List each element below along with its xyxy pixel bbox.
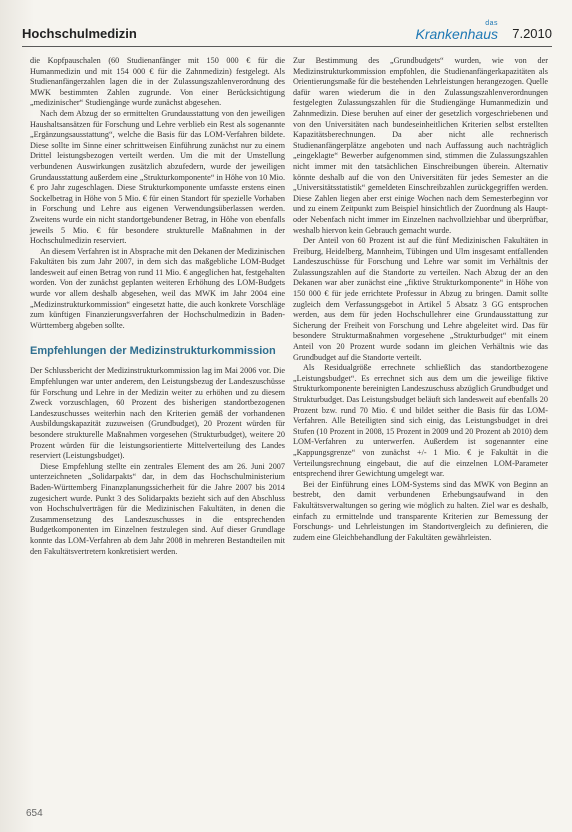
left-column [30,56,285,557]
journal-logo [415,20,498,41]
page-number: 654 [26,808,43,819]
paragraph: Nach dem Abzug der so ermittelten Grundausstattung von den jeweiligen Haushaltsansätzen für Forschung und Lehre verblieb ein Rest als sogenannte „Ergänzungsausstattung“, welche die Basis für das LOM-Verfahren bildete. Diese sollte im Sinne einer schrittweisen Einführung zunächst nur zu einem Drittel leistungsbezogen verteilt werden. Um die mit der Umstellung verbundenen Auswirkungen zusätzlich abzufedern, wurde der jeweiligen Grundausstattung außerdem eine „Strukturkomponente“ in Höhe von 10 Mio. € pro Jahr zugeschlagen. Diese Strukturkomponente umfasste erstens einen Sockelbetrag in Höhe von 5 Mio. € für einen Standort für spezielle Vorhaben in Forschung und Lehre aus eigenen Verwendungsüberlassen werden. Zweitens wurde ein nicht standortgebundener Betrag, in Höhe von ebenfalls jeweils 5 Mio. € für besondere strukturelle Maßnahmen in der Hochschulmedizin reserviert. [30,108,285,246]
paragraph: Der Anteil von 60 Prozent ist auf die fünf Medizinischen Fakultäten in Freiburg, Heidelberg, Mannheim, Tübingen und Ulm insgesamt entfallenden Landeszuschüsse für Forschung und Lehre war somit im Verhältnis der Zulassungszahlen auf die Standorte zu verteilen. Nach Abzug der an den Dekanen war aber zunächst eine „fiktive Strukturkomponente“ in Höhe von 150 000 € für jede errichtete Professur in Abzug zu bringen. Damit sollte zugleich dem Verfassungsgebot in Artikel 5 Absatz 3 GG entsprochen werden, aus dem für jeden Hochschullehrer eine Grundausstattung zur Sicherung der Freiheit von Forschung und Lehre abgeleitet wird. Das für besondere Strukturmaßnahmen vorgesehene „Strukturbudget“ mit einem Anteil von 20 Prozent wurde sodann im gleichen Verhältnis wie das Grundbudget auf die Standorte verteilt. [293,236,548,362]
page-header [22,20,552,47]
paragraph: die Kopfpauschalen (60 Studienanfänger mit 150 000 € für die Humanmedizin und mit 154 000 € für die Zahnmedizin) festgelegt. Als Studienanfängerzahlen lagen die in der Zulassungszahlenverordnung des MWK bestimmten Zahlen zugrunde. Von einer Berücksichtigung „medizinischer“ Studiengänge wurde zunächst abgesehen. [30,56,285,108]
journal-logo-prefix: das [485,20,498,27]
section-title: Hochschulmedizin [22,26,137,41]
paragraph: Bei der Einführung eines LOM-Systems sind das MWK von Beginn an bestrebt, den damit verbundenen Erhebungsaufwand in den Fakultätsverwaltungen so gering wie möglich zu halten. Ziel war es deshalb, einfach zu ermittelnde und transparente Kriterien zur Bemessung der Forschungs- und Lehrleistungen im Standortvergleich zu definieren, die zudem eine Gleichbehandlung der Fakultäten gewährleisten. [293,479,548,542]
right-column [293,56,548,543]
issue-number: 7.2010 [512,26,552,41]
paragraph: Der Schlussbericht der Medizinstrukturkommission lag im Mai 2006 vor. Die Empfehlungen war unter anderem, den Leistungsbezug der Landeszuschüsse für Forschung und Lehre in der Medizin weiter zu erhöhen und zu diesem Zweck vorzuschlagen, 60 Prozent des bisherigen standortbezogenen Landeszuschusses weiterhin nach den Kriterien gemäß der vorhandenen Ausbildungskapazität zuzuweisen (Grundbudget), 20 Prozent würden für besondere strukturelle Maßnahmen vorgesehen (Strukturbudget), weitere 20 Prozent würden für die leistungsorientierte Mittelverteilung des Landes reserviert (Leistungsbudget). [30,366,285,461]
paragraph: Diese Empfehlung stellte ein zentrales Element des am 26. Juni 2007 unterzeichneten „Solidarpakts“ dar, in dem das Hochschulministerium Baden-Württemberg Finanzplanungssicherheit für die Jahre 2007 bis 2014 zugesichert wurde. Punkt 3 des Solidarpakts bezieht sich auf den Abschluss von Hochschulverträgen für die Medizinischen Fakultäten, in denen die Zusammensetzung des Landeszuschusses in die entsprechenden Budgetkomponenten im Einzelnen festzulegen sind. Auf dieser Grundlage konnte das LOM-Verfahren ab dem Jahr 2008 in mehreren Bestandteilen mit den Fakultätsvertretern konkretisiert werden. [30,461,285,556]
paragraph: Als Residualgröße errechnete schließlich das standortbezogene „Leistungsbudget“. Es errechnet sich aus dem um die jeweilige fiktive Strukturkomponente bereinigten Landeszuschuss abzüglich Grundbudget und Strukturbudget. Das Leistungsbudget beläuft sich landesweit auf ebenfalls 20 Prozent bzw. rund 70 Mio. € und bildet seither die Basis für das LOM-Verfahren. Alle Beteiligten sind sich einig, das Leistungsbudget in drei Stufen (10 Prozent in 2008, 15 Prozent in 2009 und 20 Prozent ab 2010) dem LOM-Verfahren zu unterwerfen. Außerdem ist sogenannter eine „Kappungsgrenze“ von zunächst +/- 1 Mio. € je Fakultät in die Verteilungsrechnung eingebaut, die auf die einzelnen LOM-Parameter entsprechend ihrer Gewichtung umgelegt war. [293,363,548,479]
journal-logo-name: Krankenhaus [415,26,498,42]
paragraph: Zur Bestimmung des „Grundbudgets“ wurden, wie von der Medizinstrukturkommission empfohlen, die Studienanfängerkapazitäten als Orientierungsmaße für die bestehenden Lehrleistungen herangezogen. Quelle dafür waren wiederum die in den Zulassungszahlenverordnungen festgelegten Zulassungszahlen für die Studiengänge Humanmedizin und Zahnmedizin. Diese beruhen auf einer der gesetzlich vorgeschriebenen und von den Universitäten nach bundeseinheitlichen Kriterien selbst erstellten Kapazitätsberechnungen. Da aber nicht alle rechnerisch Studienanfängerplätze angeboten und nach Auffassung auch nachträglich „eingeklagte“ Bewerber aufgenommen sind, stimmen die Zulassungszahlen nicht immer mit den tatsächlichen Einschreibungen überein. Alternativ könnte deshalb auf die von den Universitäten für jedes Semester an die „Universitätsstatistik“ gemeldeten Einschreibzahlen zurückgegriffen werden. Diese Zahlen liegen aber erst einige Wochen nach dem Semesterbeginn vor und zu einem Zeitpunkt zum Beispiel hinsichtlich der Zuordnung als Haupt- oder Nebenfach nicht immer im Einzelnen nachvollziehbar und überprüfbar, weshalb hiervon kein Gebrauch gemacht wurde. [293,56,548,235]
paragraph: An diesem Verfahren ist in Absprache mit den Dekanen der Medizinischen Fakultäten bis zum Jahr 2007, in dem sich das maßgebliche LOM-Budget landesweit auf einen Betrag von rund 11 Mio. € angeglichen hat, festgehalten worden. Von der zunächst geplanten weiteren Erhöhung des LOM-Budgets wurde vor allem deshalb abgesehen, weil das MWK im Jahr 2004 eine „Medizinstrukturkommission“ eingesetzt hatte, die auch konkrete Vorschläge zum künftigen Finanzierungsverfahren der Hochschulmedizin in Baden-Württemberg abgeben sollte. [30,246,285,330]
section-heading: Empfehlungen der Medizinstrukturkommission [30,345,276,358]
